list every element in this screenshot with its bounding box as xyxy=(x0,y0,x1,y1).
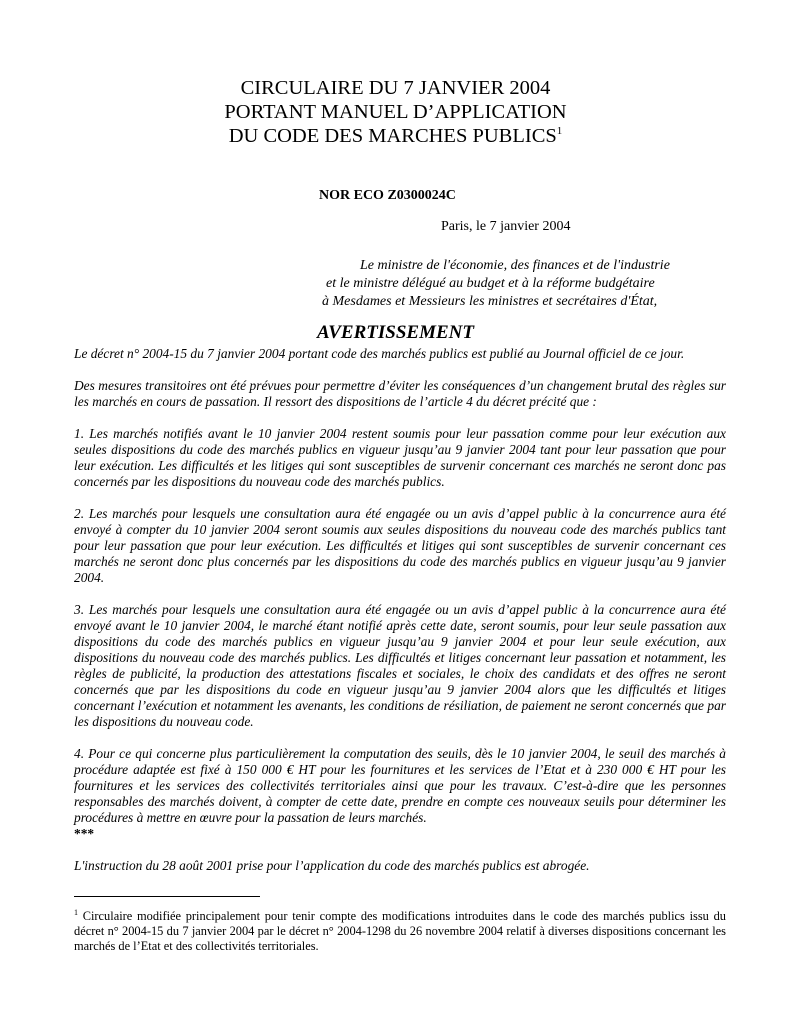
title-line-3-text: DU CODE DES MARCHES PUBLICS xyxy=(228,125,557,147)
ministers-address xyxy=(316,257,716,311)
title-footnote-mark[interactable]: 1 xyxy=(556,125,563,138)
paragraph-3: 1. Les marchés notifiés avant le 10 janvier 2004 restent soumis pour leur passation comme pour leur exécution aux seules dispositions du code des marchés publics en vigueur jusqu’au 9 janvier 2004 tant pour leur passation que pour leur exécution. Les difficultés et les litiges qui sont susceptibles de survenir concernant ces marchés ne seront donc pas concernés par les dispositions du nouveau code des marchés publics. xyxy=(74,426,726,489)
paragraph-4: 2. Les marchés pour lesquels une consultation aura été engagée ou un avis d’appel public à la concurrence aura été envoyé à compter du 10 janvier 2004 seront soumis aux seules dispositions du nouveau code des marchés publics tant pour leur passation que pour leur exécution. Les difficultés et litiges qui sont susceptibles de survenir concernant ces marchés ne seront donc plus concernés par les dispositions du code des marchés publics en vigueur jusqu’au 9 janvier 2004. xyxy=(74,506,726,585)
section-heading: AVERTISSEMENT xyxy=(317,322,474,343)
footnote-text: Circulaire modifiée principalement pour tenir compte des modifications introduites dans le code des marchés publics issu du décret n° 2004-15 du 7 janvier 2004 par le décret n° 2004-1298 du 26 novembre 2004 relatif à diverses dispositions concernant les marchés de l’Etat et des collectivités territoriales. xyxy=(74,909,726,954)
title-line-1: CIRCULAIRE DU 7 JANVIER 2004 xyxy=(240,77,551,99)
separator-stars: *** xyxy=(74,826,95,841)
date-line: Paris, le 7 janvier 2004 xyxy=(441,219,571,234)
footnote-divider xyxy=(74,896,260,897)
paragraph-5: 3. Les marchés pour lesquels une consultation aura été engagée ou un avis d’appel public à la concurrence aura été envoyé avant le 10 janvier 2004, le marché étant notifié après cette date, seront soumis, pour leur seule passation aux dispositions du code des marchés publics en vigueur jusqu’au 9 janvier 2004 et pour leur seule exécution, aux dispositions du nouveau code des marchés publics. Les difficultés et litiges concernant leur passation et notamment, les règles de publicité, la production des attestations fiscales et sociales, le choix des candidats et des offres ne seront concernés que par les dispositions du code en vigueur jusqu’au 9 janvier 2004 alors que les difficultés et litiges concernant l’exécution et notamment les avenants, les conditions de résiliation, de paiement ne seront concernés que par les dispositions du nouveau code. xyxy=(74,602,726,729)
footnote-mark: 1 xyxy=(74,908,78,917)
title-line-3 xyxy=(0,124,791,148)
paragraph-7: L'instruction du 28 août 2001 prise pour l’application du code des marchés publics est abrogée. xyxy=(74,858,590,873)
document-title xyxy=(0,76,791,148)
nor-reference: NOR ECO Z0300024C xyxy=(319,188,456,203)
footnote xyxy=(74,905,726,954)
ministers-line-1: Le ministre de l'économie, des finances et de l'industrie xyxy=(360,258,670,273)
ministers-line-3: à Mesdames et Messieurs les ministres et secrétaires d'État, xyxy=(322,294,658,309)
paragraph-2: Des mesures transitoires ont été prévues pour permettre d’éviter les conséquences d’un changement brutal des règles sur les marchés en cours de passation. Il ressort des dispositions de l’article 4 du décret précité que : xyxy=(74,378,726,409)
document-body xyxy=(74,346,726,890)
paragraph-6: 4. Pour ce qui concerne plus particulièrement la computation des seuils, dès le 10 janvier 2004, le seuil des marchés à procédure adaptée est fixé à 150 000 € HT pour les fournitures et les services de l’Etat et à 230 000 € HT pour les fournitures et les services des collectivités territoriales ainsi que pour les travaux. C’est-à-dire que les personnes responsables des marchés doivent, à compter de cette date, prendre en compte ces nouveaux seuils pour déterminer les procédures à mettre en œuvre pour la passation de leurs marchés. xyxy=(74,746,726,825)
title-line-2: PORTANT MANUEL D’APPLICATION xyxy=(224,101,567,123)
paragraph-1: Le décret n° 2004-15 du 7 janvier 2004 portant code des marchés publics est publié au Journal officiel de ce jour. xyxy=(74,346,685,361)
ministers-line-2: et le ministre délégué au budget et à la réforme budgétaire xyxy=(326,276,655,291)
